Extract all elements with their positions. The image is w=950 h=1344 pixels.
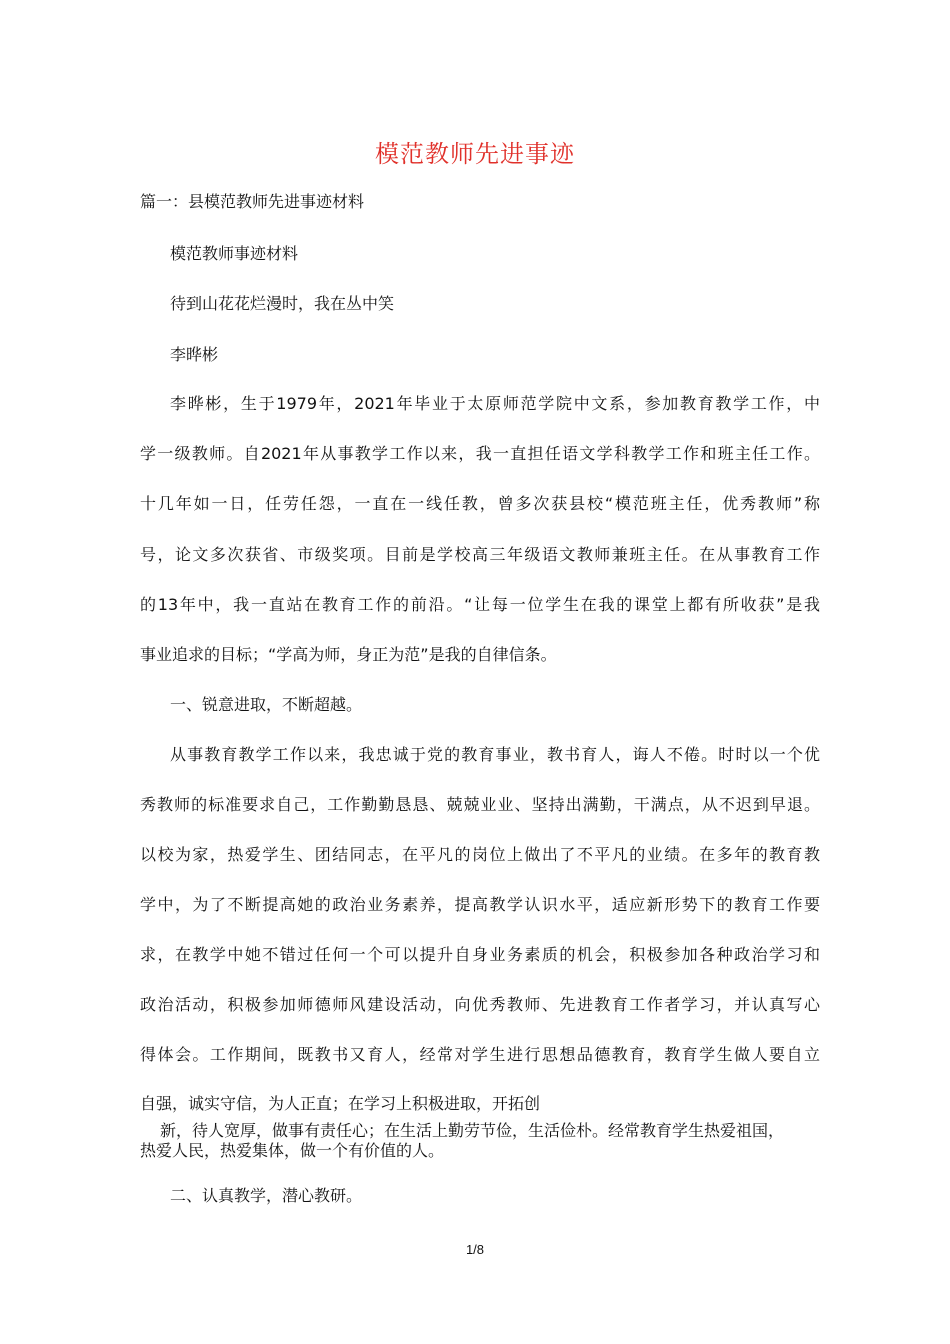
paragraph-line: 热爱人民，热爱集体，做一个有价值的人。 (140, 1141, 445, 1160)
page-number: 1/8 (465, 1242, 485, 1257)
paragraph-line: 从事教育教学工作以来，我忠诚于党的教育事业，教书育人，诲人不倦。时时以一个优 (170, 745, 820, 764)
paragraph-line: 学一级教师。自2021年从事教学工作以来，我一直担任语文学科教学工作和班主任工作。 (140, 444, 820, 463)
paragraph-line: 李晔彬，生于1979年，2021年毕业于太原师范学院中文系，参加教育教学工作，中 (170, 394, 820, 413)
paragraph-line: 自强，诚实守信，为人正直；在学习上积极进取，开拓创 (140, 1094, 541, 1113)
paragraph-line: 政治活动，积极参加师德师风建设活动，向优秀教师、先进教育工作者学习，并认真写心 (140, 995, 820, 1014)
paragraph-line: 事业追求的目标；“学高为师，身正为范”是我的自律信条。 (140, 645, 557, 664)
paragraph-line: 新，待人宽厚，做事有责任心；在生活上勤劳节俭，生活俭朴。经常教育学生热爱祖国， (160, 1121, 785, 1140)
document-title: 模范教师先进事迹 (375, 140, 575, 168)
sub-title: 模范教师事迹材料 (170, 244, 299, 263)
author-name: 李晔彬 (170, 345, 219, 364)
section-heading: 篇一：县模范教师先进事迹材料 (140, 192, 365, 211)
slogan: 待到山花花烂漫时，我在丛中笑 (170, 294, 395, 313)
paragraph-line: 求，在教学中她不错过任何一个可以提升自身业务素质的机会，积极参加各种政治学习和 (140, 945, 820, 964)
paragraph-line: 以校为家，热爱学生、团结同志，在平凡的岗位上做出了不平凡的业绩。在多年的教育教 (140, 845, 820, 864)
section-heading-2: 二、认真教学，潜心教研。 (170, 1186, 363, 1205)
paragraph-line: 十几年如一日，任劳任怨，一直在一线任教，曾多次获县校“模范班主任，优秀教师”称 (140, 494, 820, 513)
section-heading-1: 一、锐意进取，不断超越。 (170, 695, 363, 714)
paragraph-line: 的13年中，我一直站在教育工作的前沿。“让每一位学生在我的课堂上都有所收获”是我 (140, 595, 820, 614)
paragraph-line: 号，论文多次获省、市级奖项。目前是学校高三年级语文教师兼班主任。在从事教育工作 (140, 545, 820, 564)
paragraph-line: 秀教师的标准要求自己，工作勤勤恳恳、兢兢业业、坚持出满勤，干满点，从不迟到早退。 (140, 795, 820, 814)
paragraph-line: 学中，为了不断提高她的政治业务素养，提高教学认识水平，适应新形势下的教育工作要 (140, 895, 820, 914)
paragraph-line: 得体会。工作期间，既教书又育人，经常对学生进行思想品德教育，教育学生做人要自立 (140, 1045, 820, 1064)
